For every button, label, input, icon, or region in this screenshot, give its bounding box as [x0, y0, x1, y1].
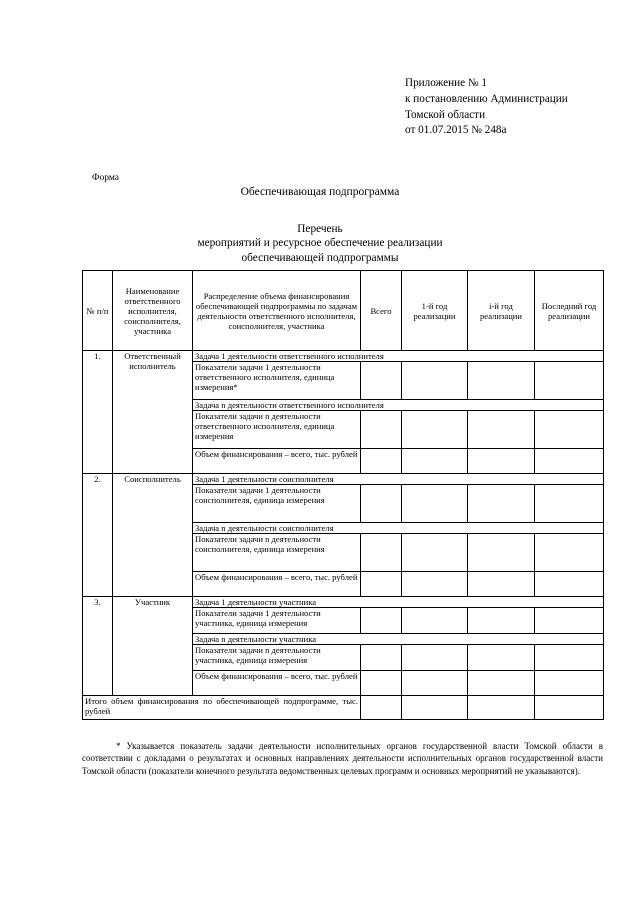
cell-last-year [535, 671, 604, 696]
annex-line-4: от 01.07.2015 № 248а [405, 124, 507, 137]
cell-year-i [468, 608, 535, 634]
header-year-i: i-й год реализации [468, 271, 535, 351]
cell-last-year [535, 645, 604, 671]
cell-total [361, 362, 402, 400]
cell-year-i [468, 534, 535, 572]
header-row [83, 271, 604, 351]
cell-year-1 [402, 671, 468, 696]
annex-line-3: Томской области [405, 108, 486, 121]
funding-total: Объем финансирования – всего, тыс. рублей [193, 449, 361, 474]
cell-year-1 [402, 449, 468, 474]
indicator-task-1: Показатели задачи 1 деятельности ответственного исполнителя, единица измерения* [193, 362, 361, 400]
cell-year-1 [402, 362, 468, 400]
header-last-year: Последний год реализации [535, 271, 604, 351]
cell-total [361, 572, 402, 597]
cell-year-i [468, 449, 535, 474]
row-participant: Ответственный исполнитель [113, 351, 193, 474]
task-n: Задача n деятельности соисполнителя [193, 523, 604, 534]
header-year-1: 1-й год реализации [402, 271, 468, 351]
cell-year-i [468, 696, 535, 720]
cell-year-i [468, 411, 535, 449]
annex-header [405, 76, 568, 139]
total-label: Итого объем финансирования по обеспечивающей подпрограмме, тыс. рублей [83, 696, 361, 720]
cell-year-1 [402, 485, 468, 523]
cell-year-i [468, 645, 535, 671]
list-title [0, 222, 640, 265]
header-distribution: Распределение объема финансирования обеспечивающей подпрограммы по задачам деятельности ответственного исполнителя, соисполнителя, участника [193, 271, 361, 351]
funding-total: Объем финансирования – всего, тыс. рублей [193, 572, 361, 597]
task-n: Задача n деятельности ответственного исполнителя [193, 400, 604, 411]
indicator-task-n: Показатели задачи n деятельности ответственного исполнителя, единица измерения [193, 411, 361, 449]
cell-year-i [468, 362, 535, 400]
total-row [83, 696, 604, 720]
cell-year-1 [402, 608, 468, 634]
cell-total [361, 645, 402, 671]
cell-last-year [535, 411, 604, 449]
task-1: Задача 1 деятельности участника [193, 597, 604, 608]
cell-total [361, 534, 402, 572]
cell-total [361, 608, 402, 634]
funding-total: Объем финансирования – всего, тыс. рублей [193, 671, 361, 696]
cell-year-1 [402, 572, 468, 597]
cell-year-1 [402, 645, 468, 671]
cell-year-1 [402, 534, 468, 572]
cell-last-year [535, 485, 604, 523]
header-total: Всего [361, 271, 402, 351]
list-title-line-3: обеспечивающей подпрограммы [241, 251, 399, 264]
cell-total [361, 671, 402, 696]
form-label: Форма [92, 173, 120, 183]
cell-year-i [468, 572, 535, 597]
cell-last-year [535, 572, 604, 597]
annex-line-2: к постановлению Администрации [405, 92, 568, 105]
cell-total [361, 411, 402, 449]
row-participant: Участник [113, 597, 193, 696]
row-num: 1. [83, 351, 113, 474]
cell-year-i [468, 671, 535, 696]
cell-total [361, 696, 402, 720]
row-participant: Соисполнитель [113, 474, 193, 597]
indicator-task-n: Показатели задачи n деятельности участника, единица измерения [193, 645, 361, 671]
table-row [83, 351, 604, 362]
table-row [83, 474, 604, 485]
row-num: 3. [83, 597, 113, 696]
cell-last-year [535, 608, 604, 634]
footnote: * Указывается показатель задачи деятельности исполнительных органов государственной власти Томской области в соответствии с докладами о результатах и основных направлениях деятельности исполнительных органов государственной власти Томской области (показатели конечного результата ведомственных целевых программ и основных мероприятий не указываются). [82, 741, 603, 776]
list-title-line-2: мероприятий и ресурсное обеспечение реализации [197, 237, 443, 250]
cell-year-1 [402, 696, 468, 720]
cell-last-year [535, 362, 604, 400]
table-row [83, 597, 604, 608]
cell-last-year [535, 696, 604, 720]
row-num: 2. [83, 474, 113, 597]
cell-year-i [468, 485, 535, 523]
header-num: № п/п [83, 271, 113, 351]
indicator-task-1: Показатели задачи 1 деятельности соисполнителя, единица измерения [193, 485, 361, 523]
task-1: Задача 1 деятельности ответственного исполнителя [193, 351, 604, 362]
task-n: Задача n деятельности участника [193, 634, 604, 645]
measures-table [82, 270, 604, 720]
cell-total [361, 449, 402, 474]
task-1: Задача 1 деятельности соисполнителя [193, 474, 604, 485]
indicator-task-1: Показатели задачи 1 деятельности участника, единица измерения [193, 608, 361, 634]
cell-last-year [535, 449, 604, 474]
list-title-line-1: Перечень [297, 223, 343, 235]
annex-line-1: Приложение № 1 [405, 77, 487, 89]
cell-last-year [535, 534, 604, 572]
subprogram-title: Обеспечивающая подпрограмма [240, 186, 400, 198]
indicator-task-n: Показатели задачи n деятельности соисполнителя, единица измерения [193, 534, 361, 572]
cell-year-1 [402, 411, 468, 449]
cell-total [361, 485, 402, 523]
header-name: Наименование ответственного исполнителя, соисполнителя, участника [113, 271, 193, 351]
